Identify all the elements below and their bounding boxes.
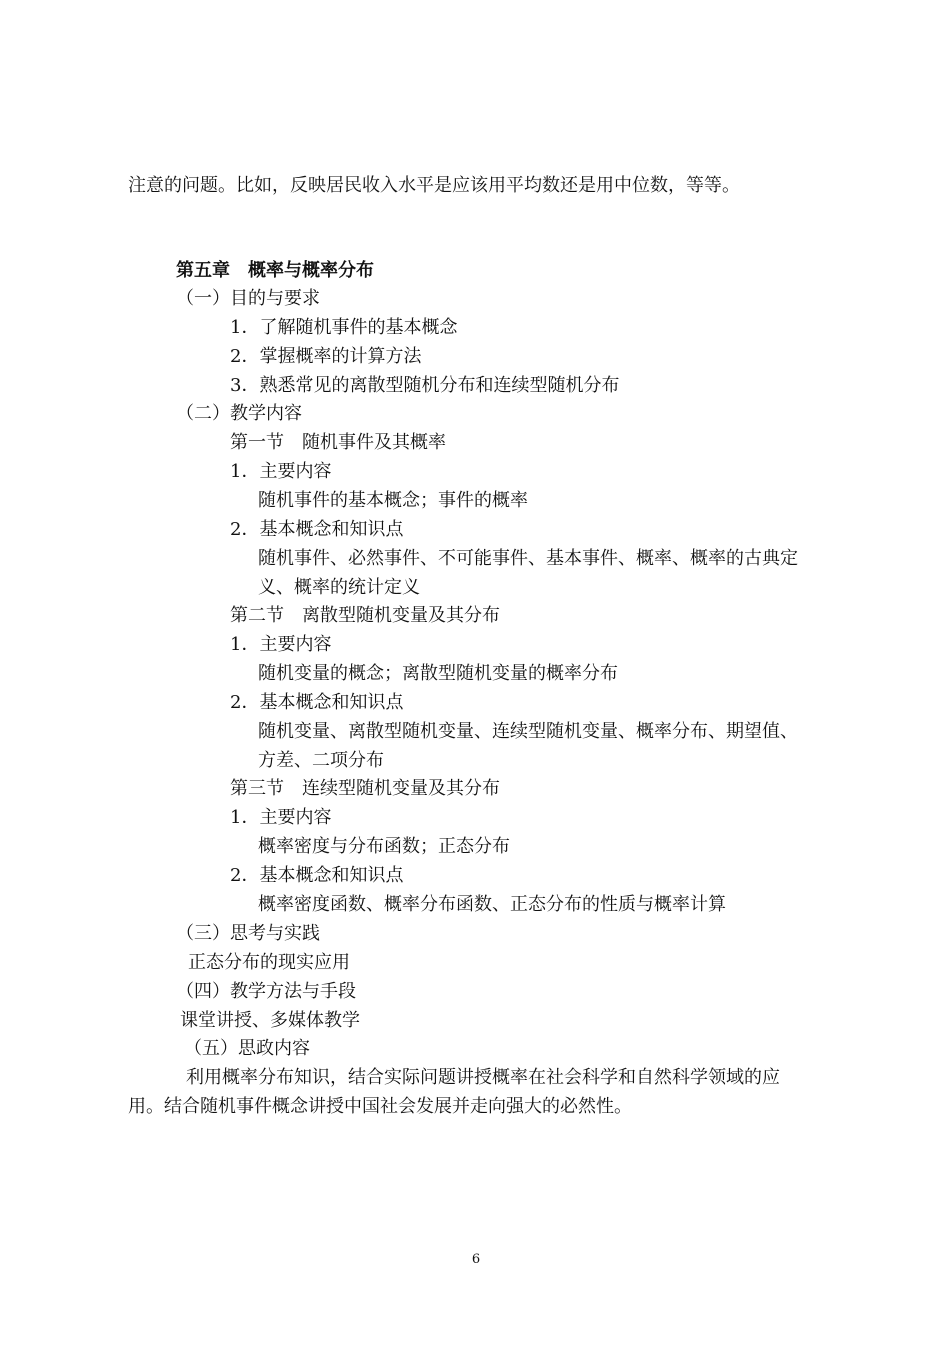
- sub-section-1-item-1-text: 随机事件的基本概念；事件的概率: [258, 490, 528, 511]
- chapter-title: 第五章 概率与概率分布: [176, 260, 374, 281]
- sub-section-3-item-1-text: 概率密度与分布函数；正态分布: [258, 836, 510, 857]
- section-heading-goals: （一）目的与要求: [176, 288, 320, 309]
- ideology-text-b: 用。结合随机事件概念讲授中国社会发展并走向强大的必然性。: [128, 1096, 632, 1117]
- goal-item-3: 3．熟悉常见的离散型随机分布和连续型随机分布: [230, 375, 620, 396]
- ideology-text-a: 利用概率分布知识，结合实际问题讲授概率在社会科学和自然科学领域的应: [186, 1067, 780, 1088]
- sub-section-1-item-1: 1．主要内容: [230, 461, 332, 482]
- sub-section-1-item-2-text-b: 义、概率的统计定义: [258, 577, 420, 598]
- methods-text: 课堂讲授、多媒体教学: [180, 1010, 360, 1031]
- sub-section-2-item-1: 1．主要内容: [230, 634, 332, 655]
- sub-section-2-item-2-text-b: 方差、二项分布: [258, 750, 384, 771]
- sub-section-title-1: 第一节 随机事件及其概率: [230, 432, 446, 453]
- sub-section-2-item-2: 2．基本概念和知识点: [230, 692, 404, 713]
- section-heading-ideology: （五）思政内容: [184, 1038, 310, 1059]
- goal-item-2: 2．掌握概率的计算方法: [230, 346, 422, 367]
- sub-section-1-item-2: 2．基本概念和知识点: [230, 519, 404, 540]
- sub-section-3-item-2-text: 概率密度函数、概率分布函数、正态分布的性质与概率计算: [258, 894, 726, 915]
- sub-section-1-item-2-text-a: 随机事件、必然事件、不可能事件、基本事件、概率、概率的古典定: [258, 548, 798, 569]
- goal-item-1: 1．了解随机事件的基本概念: [230, 317, 458, 338]
- sub-section-title-3: 第三节 连续型随机变量及其分布: [230, 778, 500, 799]
- section-heading-content: （二）教学内容: [176, 403, 302, 424]
- sub-section-3-item-1: 1．主要内容: [230, 807, 332, 828]
- section-heading-practice: （三）思考与实践: [176, 923, 320, 944]
- sub-section-2-item-1-text: 随机变量的概念；离散型随机变量的概率分布: [258, 663, 618, 684]
- intro-line: 注意的问题。比如，反映居民收入水平是应该用平均数还是用中位数，等等。: [128, 175, 740, 196]
- page-number: 6: [471, 1252, 481, 1267]
- sub-section-2-item-2-text-a: 随机变量、离散型随机变量、连续型随机变量、概率分布、期望值、: [258, 721, 798, 742]
- section-heading-methods: （四）教学方法与手段: [176, 981, 356, 1002]
- practice-text: 正态分布的现实应用: [188, 952, 350, 973]
- sub-section-3-item-2: 2．基本概念和知识点: [230, 865, 404, 886]
- sub-section-title-2: 第二节 离散型随机变量及其分布: [230, 605, 500, 626]
